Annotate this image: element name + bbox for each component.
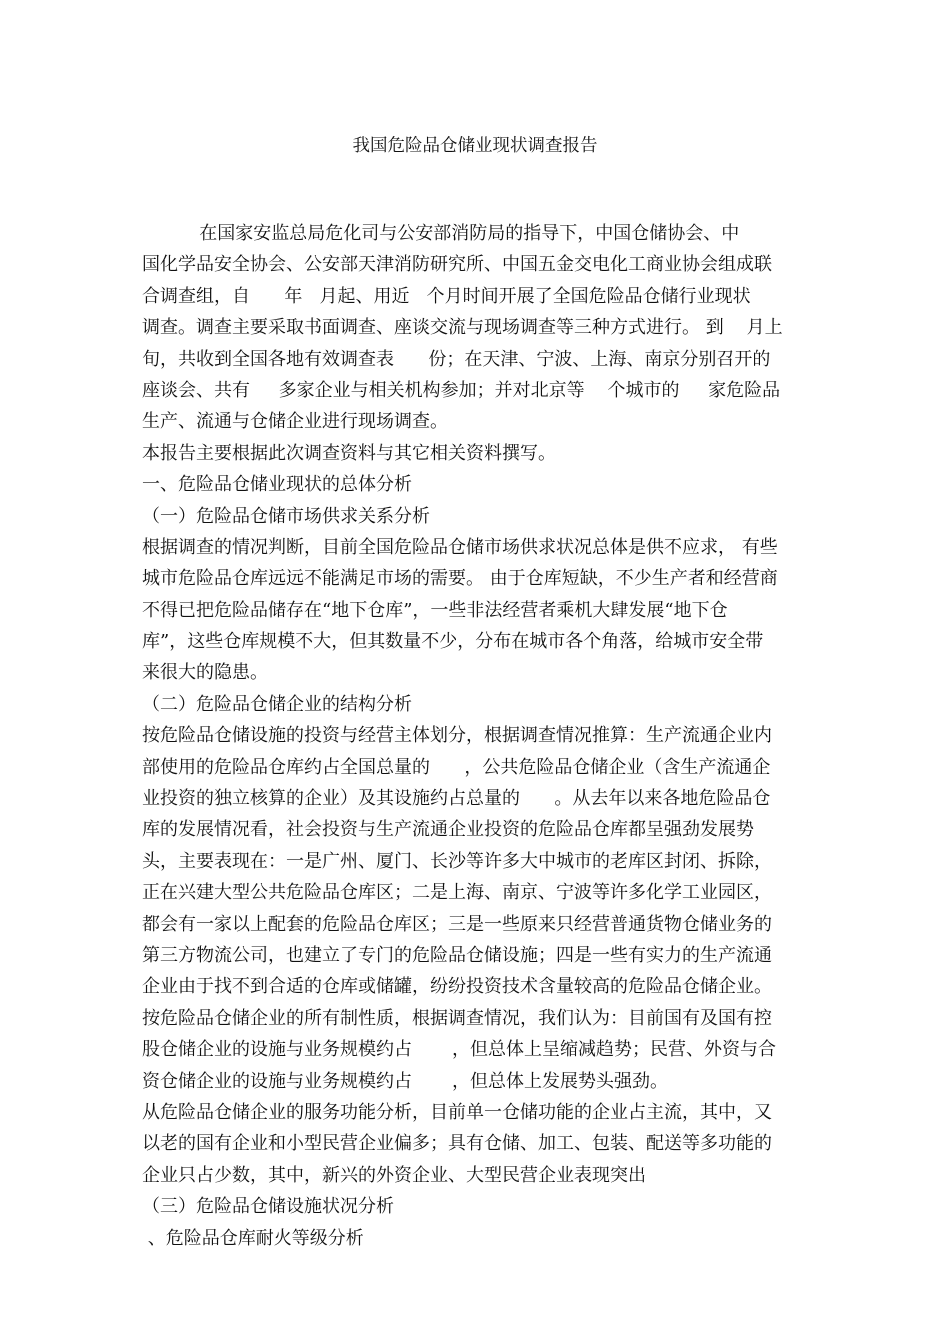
- text-line: 一、危险品仓储业现状的总体分析: [142, 474, 412, 496]
- text-line: 按危险品仓储企业的所有制性质，根据调查情况，我们认为：目前国有及国有控: [142, 1007, 772, 1029]
- text-line: 国化学品安全协会、公安部天津消防研究所、中国五金交电化工商业协会组成联: [142, 254, 772, 276]
- text-line: 资仓储企业的设施与业务规模约占 ，但总体上发展势头强劲。: [142, 1070, 669, 1092]
- text-line: （一）危险品仓储市场供求关系分析: [142, 505, 430, 527]
- text-line: 本报告主要根据此次调查资料与其它相关资料撰写。: [142, 442, 556, 464]
- text-line: 从危险品仓储企业的服务功能分析，目前单一仓储功能的企业占主流，其中，又: [142, 1101, 772, 1123]
- text-line: 在国家安监总局危化司与公安部消防局的指导下，中国仓储协会、中: [142, 223, 740, 244]
- text-line: 旬，共收到全国各地有效调查表 份；在天津、宁波、上海、南京分别召开的: [142, 348, 771, 370]
- text-line: 以老的国有企业和小型民营企业偏多；具有仓储、加工、包装、配送等多功能的: [142, 1133, 772, 1155]
- text-line: 生产、流通与仓储企业进行现场调查。: [142, 411, 448, 433]
- text-line: 股仓储企业的设施与业务规模约占 ，但总体上呈缩减趋势；民营、外资与合: [142, 1039, 777, 1061]
- text-line: 头，主要表现在：一是广州、厦门、长沙等许多大中城市的老库区封闭、拆除，: [142, 850, 772, 872]
- text-line: 库的发展情况看，社会投资与生产流通企业投资的危险品仓库都呈强劲发展势: [142, 819, 754, 841]
- text-line: 按危险品仓储设施的投资与经营主体划分，根据调查情况推算：生产流通企业内: [142, 725, 772, 747]
- text-line: 业投资的独立核算的企业）及其设施约占总量的 。从去年以来各地危险品仓: [142, 788, 771, 810]
- text-line: 根据调查的情况判断，目前全国危险品仓储市场供求状况总体是供不应求， 有些: [142, 536, 778, 558]
- text-line: 第三方物流公司，也建立了专门的危险品仓储设施；四是一些有实力的生产流通: [142, 944, 772, 966]
- text-line: 城市危险品仓库远远不能满足市场的需要。 由于仓库短缺，不少生产者和经营商: [142, 568, 778, 590]
- text-line: 不得已把危险品储存在“地下仓库”，一些非法经营者乘机大肆发展“地下仓: [142, 599, 728, 621]
- text-line: 座谈会、共有 多家企业与相关机构参加；并对北京等 个城市的 家危险品: [142, 379, 781, 401]
- text-line: 来很大的隐患。: [142, 662, 268, 684]
- document-body: [142, 218, 814, 1254]
- text-line: 都会有一家以上配套的危险品仓库区；三是一些原来只经营普通货物仓储业务的: [142, 913, 772, 935]
- text-line: 部使用的危险品仓库约占全国总量的 ，公共危险品仓储企业（含生产流通企: [142, 756, 771, 778]
- text-line: 企业由于找不到合适的仓库或储罐，纷纷投资技术含量较高的危险品仓储企业。: [142, 976, 772, 998]
- text-line: （三）危险品仓储设施状况分析: [142, 1196, 394, 1218]
- document-title: 我国危险品仓储业现状调查报告: [352, 136, 598, 156]
- text-line: 企业只占少数，其中，新兴的外资企业、大型民营企业表现突出: [142, 1164, 646, 1186]
- text-line: （二）危险品仓储企业的结构分析: [142, 693, 412, 715]
- text-line: 正在兴建大型公共危险品仓库区；二是上海、南京、宁波等许多化学工业园区，: [142, 882, 772, 904]
- text-line: 调查。调查主要采取书面调查、座谈交流与现场调查等三种方式进行。 到 月上: [142, 317, 783, 339]
- text-line: 库”，这些仓库规模不大，但其数量不少，分布在城市各个角落，给城市安全带: [142, 631, 764, 653]
- text-line: 合调查组，自 年 月起、用近 个月时间开展了全国危险品仓储行业现状: [142, 285, 751, 307]
- text-line: 、危险品仓库耐火等级分析: [142, 1227, 364, 1249]
